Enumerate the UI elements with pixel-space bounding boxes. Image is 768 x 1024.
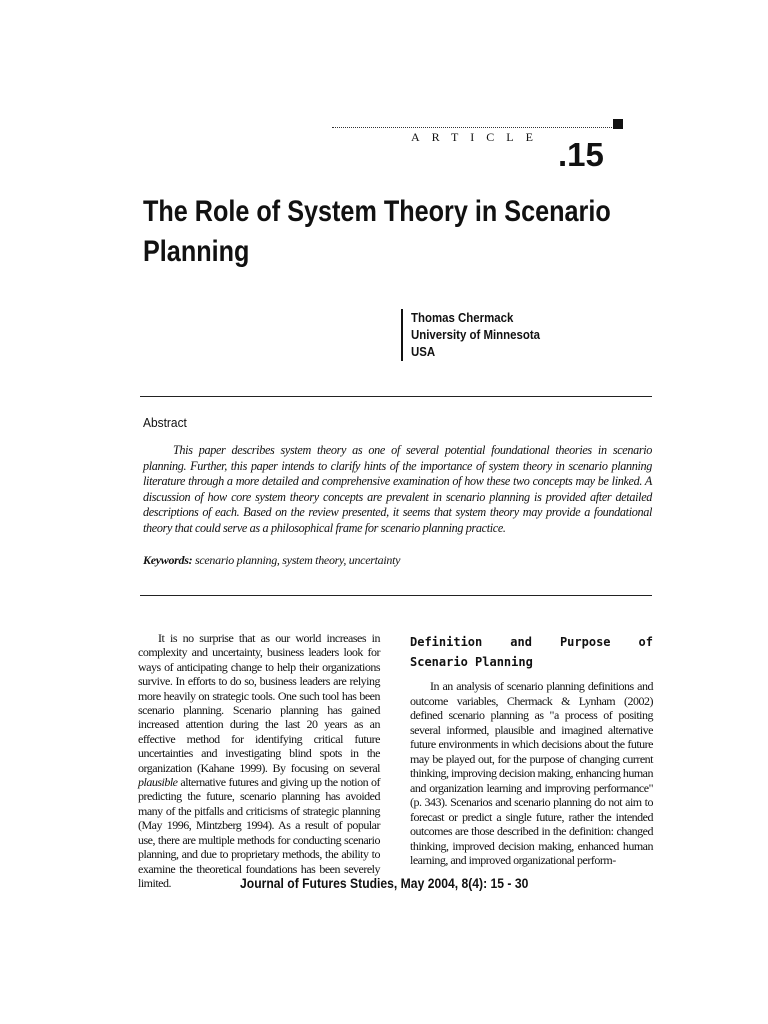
section-paragraph: In an analysis of scenario planning definitions and outcome variables, Chermack & Lynham (2002) defined scenario planning as "a process of positing several informed, plausible and imagined alternative future environments in which decisions about the future may be played out, for the purpose of changing current thinking, improving decision making, enhancing human and organization learning and improving performance" (p. 343). Scenarios and scenario planning do not aim to forecast or predict a single future, rather the intended outcomes are those described in the definition: changed thinking, improved decision making, enhanced human learning, and improved organizational perform- <box>410 679 653 867</box>
author-country: USA <box>411 344 436 359</box>
author-affiliation: University of Minnesota <box>411 327 541 342</box>
article-label: ARTICLE <box>411 130 545 144</box>
intro-emphasis: plausible <box>138 775 178 790</box>
keywords <box>143 553 643 568</box>
author-block <box>401 309 558 361</box>
abstract-top-rule <box>140 396 652 397</box>
keywords-value: scenario planning, system theory, uncertainty <box>195 553 401 567</box>
section-heading: Definition and Purpose of Scenario Planning <box>410 635 653 669</box>
paper-title: The Role of System Theory in Scenario Planning <box>143 195 611 268</box>
abstract-heading: Abstract <box>143 415 187 430</box>
abstract-bottom-rule <box>140 595 652 596</box>
header-square-mark <box>613 119 623 129</box>
intro-text-part-1: It is no surprise that as our world increases in complexity and uncertainty, business leaders look for ways of anticipating change to help their organizations survive. In efforts to do so, business leaders are relying more heavily on strategic tools. One such tool has been scenario planning. Scenario planning has gained increased attention during the last 20 years as an effective method for identifying critical future uncertainties and investigating blind spots in the organization (Kahane 1999). By focusing on several <box>138 631 380 775</box>
journal-footer <box>0 876 768 891</box>
intro-paragraph <box>138 631 380 890</box>
keywords-label: Keywords: <box>143 553 193 567</box>
author-name: Thomas Chermack <box>411 310 514 325</box>
header-dotted-rule <box>332 127 612 128</box>
intro-text-part-2: alternative futures and giving up the notion of predicting the future, scenario planning has avoided many of the pitfalls and criticisms of strategic planning (May 1996, Mintzberg 1994). As a result of popular use, there are multiple methods for conducting scenario planning, and due to proprietary methods, the ability to examine the theoretical foundations has been severely limited. <box>138 775 380 890</box>
journal-citation: Journal of Futures Studies, May 2004, 8(4): 15 - 30 <box>239 876 529 891</box>
abstract-body: This paper describes system theory as one of several potential foundational theories in scenario planning. Further, this paper intends to clarify hints of the importance of system theory in scenario planning literature through a more detailed and comprehensive examination of how these two concepts may be linked. A discussion of how core system theory concepts are prevalent in scenario planning is provided after detailed descriptions of each. Based on the review presented, it seems that system theory may provide a foundational theory that could serve as a philosophical frame for scenario planning practice. <box>143 443 652 535</box>
article-number: .15 <box>558 136 604 173</box>
